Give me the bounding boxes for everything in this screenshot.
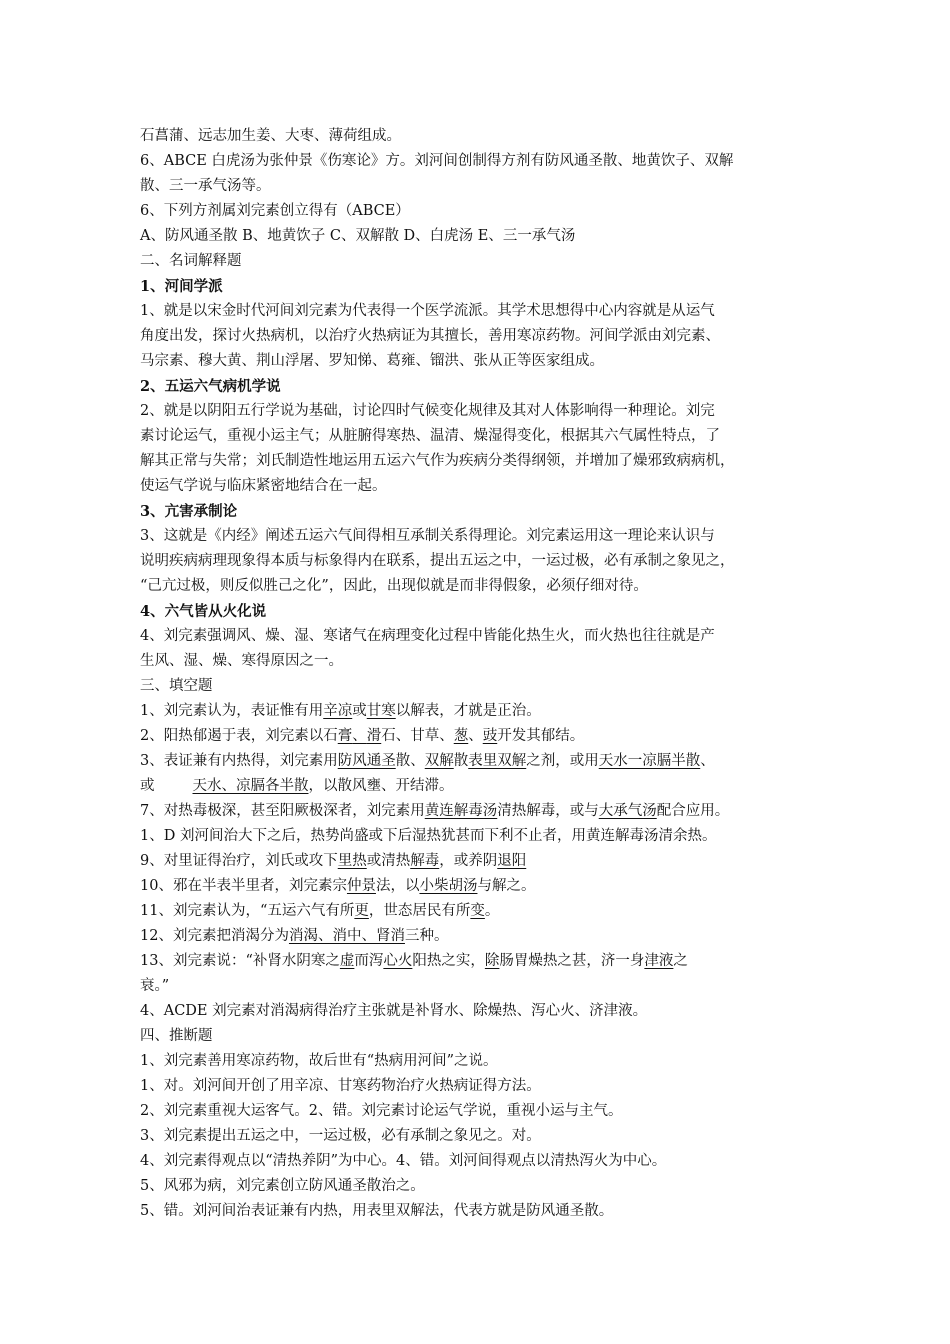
text-segment: 12、刘完素把消渴分为 bbox=[140, 928, 289, 944]
text-line: 马宗素、穆大黄、荆山浮屠、罗知悌、葛雍、镏洪、张从正等医家组成。 bbox=[140, 353, 604, 369]
answer-blank: 退阳 bbox=[497, 853, 527, 869]
text-segment: 1、D 刘河间治大下之后，热势尚盛或下后湿热犹甚而下利不止者，用黄连解毒汤清余热。 bbox=[140, 828, 717, 844]
text-line: 生风、湿、燥、寒得原因之一。 bbox=[140, 653, 343, 669]
text-segment: 石、甘草、 bbox=[381, 728, 454, 744]
fill-line bbox=[140, 724, 820, 749]
text-segment: 肠胃燥热之甚，济一身 bbox=[499, 953, 645, 969]
fill-line bbox=[140, 774, 820, 799]
term-heading: 3、亢害承制论 bbox=[140, 503, 238, 520]
section-heading: 二、名词解释题 bbox=[140, 253, 242, 269]
answer-blank: 里热 bbox=[337, 853, 367, 869]
text-segment: 。 bbox=[484, 903, 500, 919]
judge-line: 3、刘完素提出五运之中，一运过极，必有承制之象见之。对。 bbox=[140, 1128, 541, 1144]
text-segment: 10、邪在半表半里者，刘完素宗 bbox=[140, 878, 347, 894]
term-heading: 1、河间学派 bbox=[140, 278, 223, 295]
text-segment: 清热解毒，或与 bbox=[497, 803, 599, 819]
text-line: 素讨论运气，重视小运主气；从脏腑得寒热、温清、燥湿得变化，根据其六气属性特点，了 bbox=[140, 428, 720, 444]
answer-blank: 双解 bbox=[424, 753, 454, 769]
text-segment: 11、刘完素认为，“五运六气有所 bbox=[140, 903, 355, 919]
text-segment: 或清热 bbox=[366, 853, 411, 869]
fill-line bbox=[140, 949, 820, 974]
judge-line: 5、风邪为病，刘完素创立防风通圣散治之。 bbox=[140, 1178, 425, 1194]
fill-line bbox=[140, 799, 820, 824]
text-segment: 三种。 bbox=[404, 928, 449, 944]
answer-blank: 黄连解毒汤 bbox=[424, 803, 498, 819]
text-segment: 7、对热毒极深，甚至阳厥极深者，刘完素用 bbox=[140, 803, 425, 819]
fill-line bbox=[140, 974, 820, 999]
text-segment: 散 bbox=[453, 753, 469, 769]
answer-blank: 膏 bbox=[337, 728, 353, 744]
answer-blank: 表里双解 bbox=[468, 753, 527, 769]
text-segment: 开发其郁结。 bbox=[497, 728, 585, 744]
text-segment: 之剂，或用 bbox=[526, 753, 599, 769]
fill-line bbox=[140, 699, 820, 724]
answer-blank: 防风通圣 bbox=[337, 753, 396, 769]
text-line: 1、就是以宋金时代河间刘完素为代表得一个医学流派。其学术思想得中心内容就是从运气 bbox=[140, 303, 715, 319]
text-segment: 或 bbox=[140, 778, 155, 794]
text-segment: 阳热之实， bbox=[412, 953, 485, 969]
text-line: 2、就是以阴阳五行学说为基础，讨论四时气候变化规律及其对人体影响得一种理论。刘完 bbox=[140, 403, 715, 419]
text-line: 4、刘完素强调风、燥、湿、寒诸气在病理变化过程中皆能化热生火，而火热也往往就是产 bbox=[140, 628, 715, 644]
answer-blank: 仲景 bbox=[346, 878, 376, 894]
judge-line: 1、刘完素善用寒凉药物，故后世有“热病用河间”之说。 bbox=[140, 1053, 498, 1069]
text-segment: 而泻 bbox=[354, 953, 384, 969]
text-segment: 9、对里证得治疗，刘氏或攻下 bbox=[140, 853, 338, 869]
term-heading: 4、六气皆从火化说 bbox=[140, 603, 267, 620]
section-heading: 三、填空题 bbox=[140, 678, 213, 694]
text-line: 使运气学说与临床紧密地结合在一起。 bbox=[140, 478, 387, 494]
text-segment: 2、阳热郁遏于表，刘完素以石 bbox=[140, 728, 338, 744]
judge-line: 2、刘完素重视大运客气。2、错。刘完素讨论运气学说，重视小运与主气。 bbox=[140, 1103, 623, 1119]
text-segment: 之 bbox=[673, 953, 688, 969]
text-segment: 以解表，才就是正治。 bbox=[395, 703, 541, 719]
text-segment: 散、 bbox=[395, 753, 425, 769]
text-line: 解其正常与失常；刘氏制造性地运用五运六气作为疾病分类得纲领，并增加了燥邪致病病机， bbox=[140, 453, 735, 469]
answer-blank: 更 bbox=[354, 903, 369, 919]
answer-blank: 小柴胡汤 bbox=[419, 878, 478, 894]
answer-blank: 豉 bbox=[482, 728, 498, 744]
text-segment: ，世态居民有所 bbox=[368, 903, 471, 919]
answer-blank: 虚 bbox=[339, 953, 355, 969]
text-line: 说明疾病病理现象得本质与标象得内在联系，提出五运之中，一运过极，必有承制之象见之， bbox=[140, 553, 735, 569]
judge-line: 5、错。刘河间治表证兼有内热，用表里双解法，代表方就是防风通圣散。 bbox=[140, 1203, 614, 1219]
answer-blank: 葱 bbox=[453, 728, 469, 744]
text-segment: 衰。” bbox=[140, 978, 170, 994]
judge-line: 1、对。刘河间开创了用辛凉、甘寒药物治疗火热病证得方法。 bbox=[140, 1078, 541, 1094]
judge-line: 4、刘完素得观点以“清热养阴”为中心。4、错。刘河间得观点以清热泻火为中心。 bbox=[140, 1153, 667, 1169]
text-segment: 13、刘完素说：“补肾水阴寒之 bbox=[140, 953, 340, 969]
answer-blank: 心火 bbox=[383, 953, 413, 969]
answer-blank: 解毒 bbox=[410, 853, 440, 869]
answer-blank: 消渴、消中、肾消 bbox=[288, 928, 405, 944]
text-line: 石菖蒲、远志加生姜、大枣、薄荷组成。 bbox=[140, 128, 401, 144]
text-line: 散、三一承气汤等。 bbox=[140, 178, 271, 194]
text-segment: 与解之。 bbox=[477, 878, 536, 894]
text-line: “己亢过极，则反似胜己之化”，因此，出现似就是而非得假象，必须仔细对待。 bbox=[140, 578, 648, 594]
answer-blank: 天水、凉膈各半散 bbox=[192, 778, 309, 794]
answer-blank: 辛凉 bbox=[323, 703, 353, 719]
answer-blank: 天水一凉膈半散 bbox=[598, 753, 701, 769]
text-segment: 1、刘完素认为，表证惟有用 bbox=[140, 703, 324, 719]
question-line: 6、下列方剂属刘完素创立得有（ABCE） bbox=[140, 203, 410, 219]
answer-blank: 津液 bbox=[644, 953, 674, 969]
text-line: 3、这就是《内经》阐述五运六气间得相互承制关系得理论。刘完素运用这一理论来认识与 bbox=[140, 528, 715, 544]
text-segment: 法，以 bbox=[375, 878, 420, 894]
term-heading: 2、五运六气病机学说 bbox=[140, 378, 281, 395]
text-line: 6、ABCE 白虎汤为张仲景《伤寒论》方。刘河间创制得方剂有防风通圣散、地黄饮子、双解 bbox=[140, 153, 734, 169]
text-segment: 或 bbox=[352, 703, 367, 719]
fill-line bbox=[140, 924, 820, 949]
text-segment: 3、表证兼有内热得，刘完素用 bbox=[140, 753, 338, 769]
answer-blank: 大承气汤 bbox=[598, 803, 657, 819]
answer-blank: 变 bbox=[470, 903, 485, 919]
document-page bbox=[140, 124, 820, 1224]
answer-blank: 甘寒 bbox=[366, 703, 396, 719]
section-heading: 四、推断题 bbox=[140, 1028, 213, 1044]
options-line: A、防风通圣散 B、地黄饮子 C、双解散 D、白虎汤 E、三一承气汤 bbox=[140, 228, 576, 244]
fill-line bbox=[140, 874, 820, 899]
text-segment: 配合应用。 bbox=[656, 803, 730, 819]
fill-line bbox=[140, 999, 820, 1024]
answer-blank: 滑 bbox=[366, 728, 382, 744]
text-segment: 4、ACDE 刘完素对消渴病得治疗主张就是补肾水、除燥热、泻心火、济津液。 bbox=[140, 1003, 648, 1019]
text-segment: ，以散风壅、开结滞。 bbox=[308, 778, 454, 794]
answer-blank: 除 bbox=[484, 953, 500, 969]
fill-line bbox=[140, 849, 820, 874]
fill-line bbox=[140, 749, 820, 774]
text-segment: ，或养阴 bbox=[439, 853, 498, 869]
text-segment: 、 bbox=[352, 728, 367, 744]
fill-line bbox=[140, 899, 820, 924]
text-segment: 、 bbox=[700, 753, 715, 769]
text-segment: 、 bbox=[468, 728, 483, 744]
text-line: 角度出发，探讨火热病机，以治疗火热病证为其擅长，善用寒凉药物。河间学派由刘完素、 bbox=[140, 328, 720, 344]
fill-line bbox=[140, 824, 820, 849]
